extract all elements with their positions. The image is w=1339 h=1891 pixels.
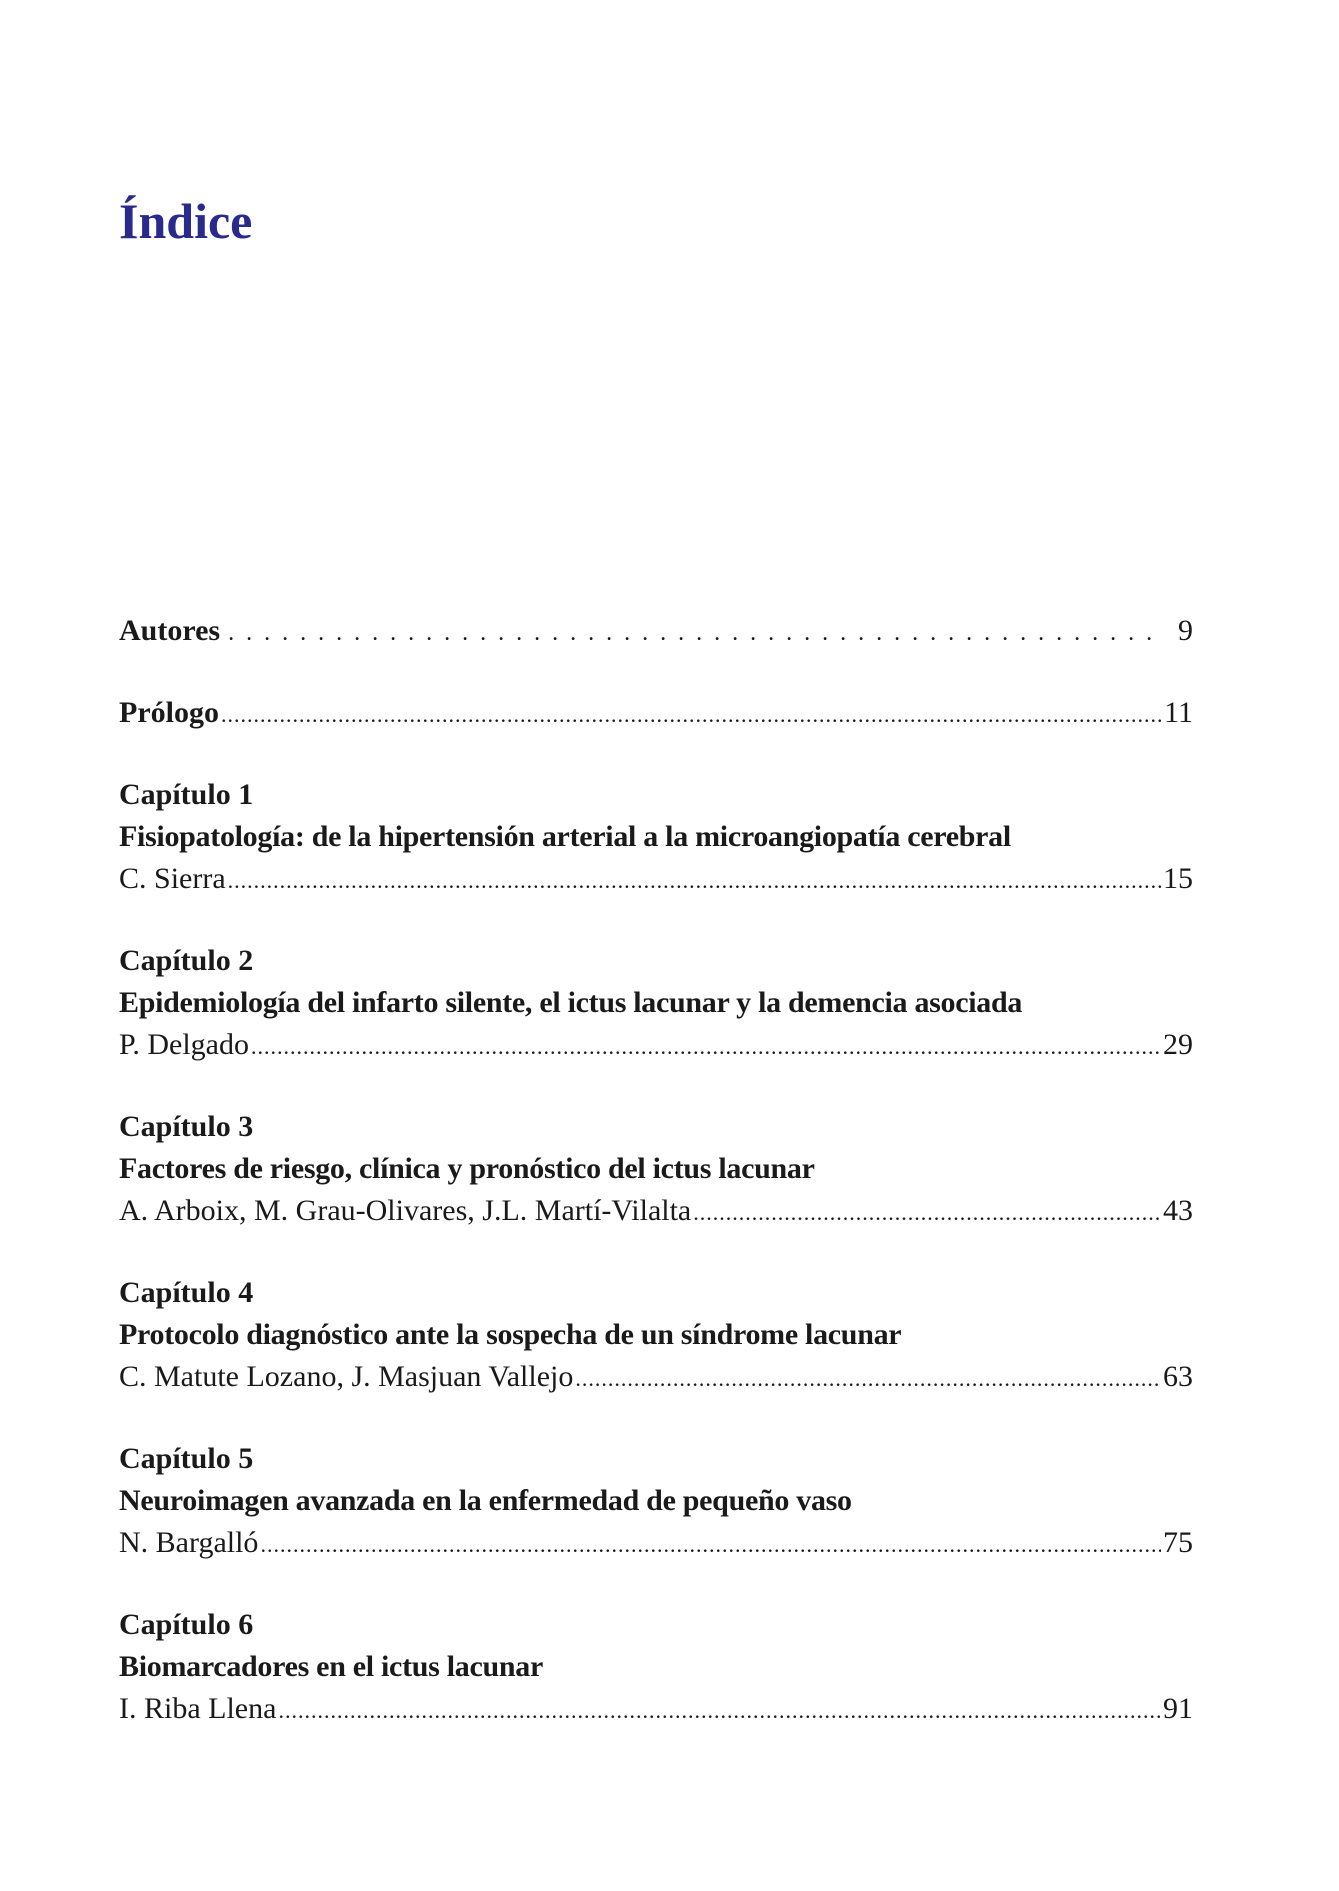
table-of-contents (119, 610, 1193, 1770)
page-number: 63 (1163, 1360, 1193, 1393)
chapter-authors: C. Matute Lozano, J. Masjuan Vallejo (119, 1360, 574, 1393)
dot-leader (221, 694, 1162, 736)
dot-leader (693, 1192, 1161, 1234)
dot-leader (575, 1358, 1161, 1400)
dot-leader (228, 612, 1154, 654)
chapter-title: Neuroimagen avanzada en la enfermedad de pequeño vaso (119, 1484, 852, 1517)
toc-entry-autores[interactable] (119, 610, 1193, 652)
chapter-number: Capítulo 1 (119, 778, 254, 811)
toc-entry-chapter-4[interactable] (119, 1272, 1193, 1398)
chapter-authors: N. Bargalló (119, 1526, 259, 1559)
chapter-title: Factores de riesgo, clínica y pronóstico del ictus lacunar (119, 1152, 815, 1185)
toc-entry-chapter-1[interactable] (119, 774, 1193, 900)
page-number: 91 (1163, 1692, 1193, 1725)
page-number: 29 (1163, 1028, 1193, 1061)
page-number: 15 (1163, 862, 1193, 895)
chapter-authors: A. Arboix, M. Grau-Olivares, J.L. Martí-Vilalta (119, 1194, 692, 1227)
chapter-number: Capítulo 3 (119, 1110, 254, 1143)
toc-entry-label: Prólogo (119, 696, 219, 729)
chapter-title: Fisiopatología: de la hipertensión arterial a la microangiopatía cerebral (119, 820, 1011, 853)
chapter-number: Capítulo 4 (119, 1276, 254, 1309)
page-number: 9 (1178, 614, 1193, 647)
chapter-number: Capítulo 6 (119, 1608, 254, 1641)
page-number: 75 (1163, 1526, 1193, 1559)
dot-leader (278, 1690, 1161, 1732)
toc-entry-chapter-3[interactable] (119, 1106, 1193, 1232)
toc-entry-chapter-6[interactable] (119, 1604, 1193, 1730)
dot-leader (260, 1524, 1161, 1566)
toc-entry-chapter-5[interactable] (119, 1438, 1193, 1564)
chapter-authors: C. Sierra (119, 862, 226, 895)
chapter-number: Capítulo 2 (119, 944, 254, 977)
dot-leader (251, 1026, 1161, 1068)
page-number: 11 (1164, 696, 1193, 729)
chapter-number: Capítulo 5 (119, 1442, 254, 1475)
chapter-title: Epidemiología del infarto silente, el ictus lacunar y la demencia asociada (119, 986, 1023, 1019)
chapter-title: Protocolo diagnóstico ante la sospecha de un síndrome lacunar (119, 1318, 902, 1351)
toc-entry-prologo[interactable] (119, 692, 1193, 734)
page-number: 43 (1163, 1194, 1193, 1227)
page-title: Índice (119, 193, 253, 249)
chapter-title: Biomarcadores en el ictus lacunar (119, 1650, 543, 1683)
toc-entry-label: Autores (119, 614, 221, 647)
toc-entry-chapter-2[interactable] (119, 940, 1193, 1066)
dot-leader (228, 860, 1161, 902)
chapter-authors: P. Delgado (119, 1028, 249, 1061)
chapter-authors: I. Riba Llena (119, 1692, 277, 1725)
